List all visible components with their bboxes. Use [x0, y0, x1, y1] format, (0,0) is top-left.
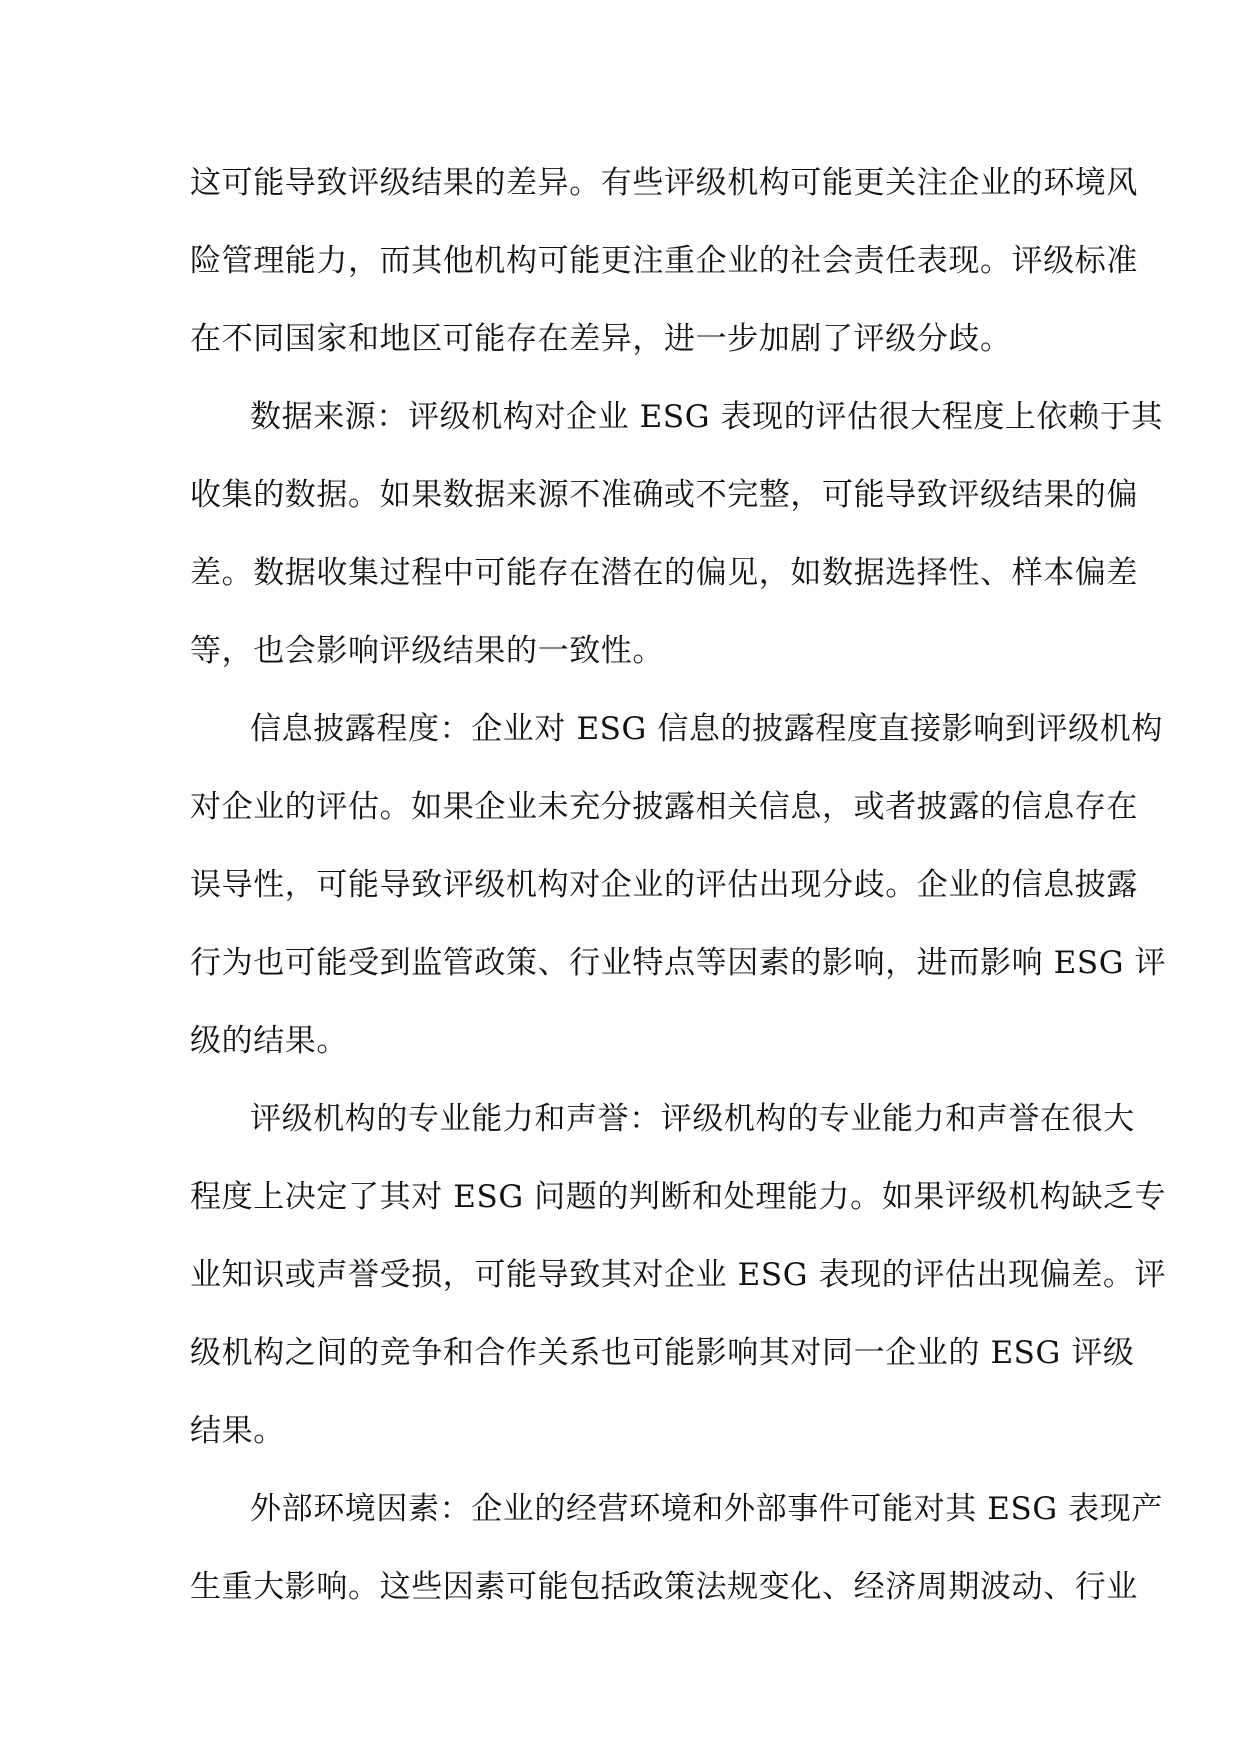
- text-line: 级的结果。: [190, 1023, 348, 1059]
- text-line: 生重大影响。这些因素可能包括政策法规变化、经济周期波动、行业: [190, 1569, 1138, 1605]
- text-line: 业知识或声誉受损，可能导致其对企业 ESG 表现的评估出现偏差。评: [190, 1257, 1167, 1293]
- paragraph-start-line: 外部环境因素：企业的经营环境和外部事件可能对其 ESG 表现产: [250, 1491, 1163, 1527]
- text-line: 程度上决定了其对 ESG 问题的判断和处理能力。如果评级机构缺乏专: [190, 1179, 1167, 1215]
- text-line: 级机构之间的竞争和合作关系也可能影响其对同一企业的 ESG 评级: [190, 1335, 1135, 1371]
- text-line: 差。数据收集过程中可能存在潜在的偏见，如数据选择性、样本偏差: [190, 555, 1138, 591]
- text-line: 收集的数据。如果数据来源不准确或不完整，可能导致评级结果的偏: [190, 477, 1138, 513]
- paragraph-start-line: 数据来源：评级机构对企业 ESG 表现的评估很大程度上依赖于其: [250, 399, 1163, 435]
- body-text: [190, 144, 1167, 1626]
- text-line: 对企业的评估。如果企业未充分披露相关信息，或者披露的信息存在: [190, 789, 1138, 825]
- text-line: 等，也会影响评级结果的一致性。: [190, 633, 664, 669]
- paragraph-start-line: 评级机构的专业能力和声誉：评级机构的专业能力和声誉在很大: [250, 1101, 1135, 1137]
- text-line: 在不同国家和地区可能存在差异，进一步加剧了评级分歧。: [190, 321, 1012, 357]
- text-line: 行为也可能受到监管政策、行业特点等因素的影响，进而影响 ESG 评: [190, 945, 1167, 981]
- text-line: 误导性，可能导致评级机构对企业的评估出现分歧。企业的信息披露: [190, 867, 1138, 903]
- text-line: 结果。: [190, 1413, 285, 1449]
- text-line: 这可能导致评级结果的差异。有些评级机构可能更关注企业的环境风: [190, 165, 1138, 201]
- paragraph-start-line: 信息披露程度：企业对 ESG 信息的披露程度直接影响到评级机构: [250, 711, 1163, 747]
- text-line: 险管理能力，而其他机构可能更注重企业的社会责任表现。评级标准: [190, 243, 1138, 279]
